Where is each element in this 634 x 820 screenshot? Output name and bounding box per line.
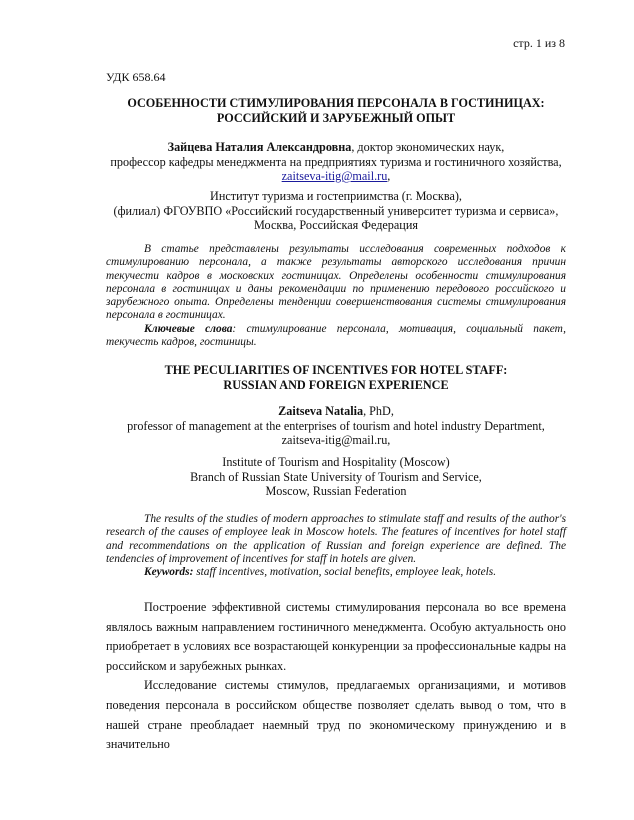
ru-affil-line1: Институт туризма и гостеприимства (г. Москва), [210, 189, 462, 203]
udk-code: УДК 658.64 [106, 70, 166, 84]
body-text [106, 598, 566, 755]
ru-affil-line2: (филиал) ФГОУВПО «Российский государственный университет туризма и сервиса», [113, 203, 559, 218]
en-affil-line2: Branch of Russian State University of Tourism and Service, [190, 469, 482, 484]
en-keywords [106, 566, 566, 579]
en-affiliation [106, 455, 566, 499]
body-paragraph-2: Исследование системы стимулов, предлагаемых организациями, и мотивов поведения персонала в российском обществе позволяет сделать вывод о том, что в нашей стране преобладает наемный труд по экономическому принуждению и в значительно [106, 678, 566, 752]
ru-author-block [106, 140, 566, 184]
page-number: стр. 1 из 8 [513, 36, 565, 50]
ru-keywords [106, 323, 566, 350]
ru-affiliation [106, 189, 566, 233]
en-author-degree: , PhD, [363, 404, 394, 418]
body-paragraph-1: Построение эффективной системы стимулирования персонала во все времена являлось важным направлением гостиничного менеджмента. Особую актуальность оно приобретает в условиях все возрастающей конкуренции за профессиональные кадры на российском и зарубежных рынках. [106, 600, 566, 673]
ru-title-line1: ОСОБЕННОСТИ СТИМУЛИРОВАНИЯ ПЕРСОНАЛА В ГОСТИНИЦАХ: [127, 96, 545, 110]
ru-affil-line3: Москва, Российская Федерация [254, 218, 418, 232]
ru-keywords-text: : стимулирование персонала, мотивация, социальный пакет, текучесть кадров, гостиницы. [106, 323, 566, 349]
ru-author-email-link[interactable]: zaitseva-itig@mail.ru [281, 169, 388, 183]
ru-title-line2: РОССИЙСКИЙ И ЗАРУБЕЖНЫЙ ОПЫТ [216, 111, 456, 125]
en-keywords-label: Keywords: [144, 566, 194, 578]
en-author-email: zaitseva-itig@mail.ru, [281, 433, 391, 447]
ru-author-position: профессор кафедры менеджмента на предприятиях туризма и гостиничного хозяйства, [110, 154, 562, 169]
en-title [106, 363, 566, 393]
ru-abstract: В статье представлены результаты исследования современных подходов к стимулированию персонала, а также результаты авторского исследования причин текучести кадров в московских гостиницах. Определены особенности стимулирования персонала в гостиницах и даны рекомендации по применению передового российского и зарубежного опыта. Определены тенденции совершенствования системы стимулирования персонала в гостиницах. [106, 243, 566, 322]
en-affil-line1: Institute of Tourism and Hospitality (Moscow) [222, 455, 450, 469]
ru-title [106, 96, 566, 126]
ru-keywords-label: Ключевые слова [144, 323, 233, 335]
en-keywords-text: staff incentives, motivation, social benefits, employee leak, hotels. [193, 566, 497, 578]
ru-email-suffix: , [387, 169, 391, 183]
en-author-position: professor of management at the enterprises of tourism and hotel industry Department, [127, 418, 545, 433]
ru-author-name: Зайцева Наталия Александровна [167, 140, 352, 154]
en-title-line2: RUSSIAN AND FOREIGN EXPERIENCE [223, 378, 449, 392]
en-author-block [106, 404, 566, 448]
ru-author-degree: , доктор экономических наук, [351, 140, 505, 154]
en-affil-line3: Moscow, Russian Federation [265, 484, 407, 498]
en-abstract: The results of the studies of modern approaches to stimulate staff and results of the author's research of the causes of employee leak in Moscow hotels. The features of incentives for hotel staff and recommendations on the application of Russian and foreign experience are defined. The tendencies of improvement of incentives for staff in hotels are given. [106, 513, 566, 565]
en-author-name: Zaitseva Natalia [278, 404, 364, 418]
en-title-line1: THE PECULIARITIES OF INCENTIVES FOR HOTEL STAFF: [164, 363, 508, 377]
